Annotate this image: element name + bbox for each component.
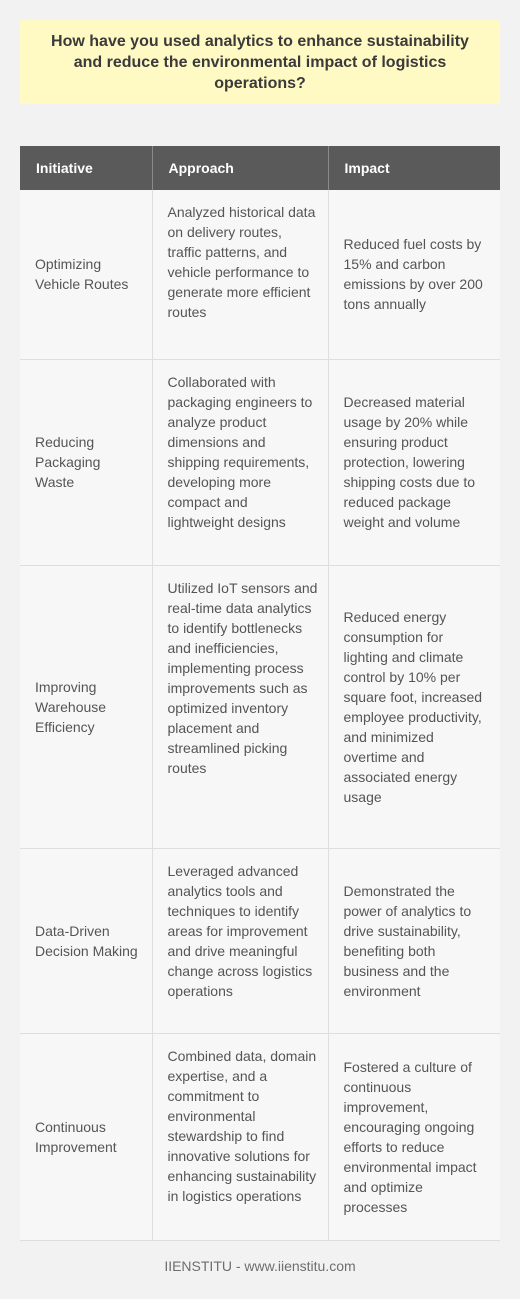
- table-row: [20, 190, 500, 359]
- cell-approach: Leveraged advanced analytics tools and techniques to identify areas for improvement and drive meaningful change across logistics operations: [152, 848, 328, 1033]
- cell-impact: Reduced energy consumption for lighting and climate control by 10% per square foot, increased employee productivity, and minimized overtime and associated energy usage: [328, 565, 500, 848]
- table-row: [20, 848, 500, 1033]
- footer-credit: IIENSTITU - www.iienstitu.com: [164, 1258, 356, 1274]
- cell-initiative: Data-Driven Decision Making: [20, 848, 152, 1033]
- table-header-row: [20, 146, 500, 190]
- cell-approach: Combined data, domain expertise, and a commitment to environmental stewardship to find innovative solutions for enhancing sustainability in logistics operations: [152, 1033, 328, 1240]
- header-impact: Impact: [328, 146, 500, 190]
- title-banner: [20, 20, 500, 104]
- header-initiative: Initiative: [20, 146, 152, 190]
- cell-impact: Decreased material usage by 20% while ensuring product protection, lowering shipping costs due to reduced package weight and volume: [328, 359, 500, 565]
- table-row: [20, 359, 500, 565]
- cell-impact: Fostered a culture of continuous improvement, encouraging ongoing efforts to reduce environmental impact and optimize processes: [328, 1033, 500, 1240]
- cell-approach: Collaborated with packaging engineers to analyze product dimensions and shipping requirements, developing more compact and lightweight designs: [152, 359, 328, 565]
- header-approach: Approach: [152, 146, 328, 190]
- table-row: [20, 1033, 500, 1240]
- cell-initiative: Reducing Packaging Waste: [20, 359, 152, 565]
- cell-approach: Analyzed historical data on delivery routes, traffic patterns, and vehicle performance to generate more efficient routes: [152, 190, 328, 359]
- page-title: How have you used analytics to enhance sustainability and reduce the environmental impact of logistics operations?: [51, 32, 469, 92]
- cell-initiative: Optimizing Vehicle Routes: [20, 190, 152, 359]
- cell-initiative: Improving Warehouse Efficiency: [20, 565, 152, 848]
- initiatives-table: [20, 146, 500, 1241]
- table-row: [20, 565, 500, 848]
- cell-impact: Reduced fuel costs by 15% and carbon emissions by over 200 tons annually: [328, 190, 500, 359]
- cell-initiative: Continuous Improvement: [20, 1033, 152, 1240]
- cell-impact: Demonstrated the power of analytics to drive sustainability, benefiting both business and the environment: [328, 848, 500, 1033]
- cell-approach: Utilized IoT sensors and real-time data analytics to identify bottlenecks and inefficiencies, implementing process improvements such as optimized inventory placement and streamlined picking routes: [152, 565, 328, 848]
